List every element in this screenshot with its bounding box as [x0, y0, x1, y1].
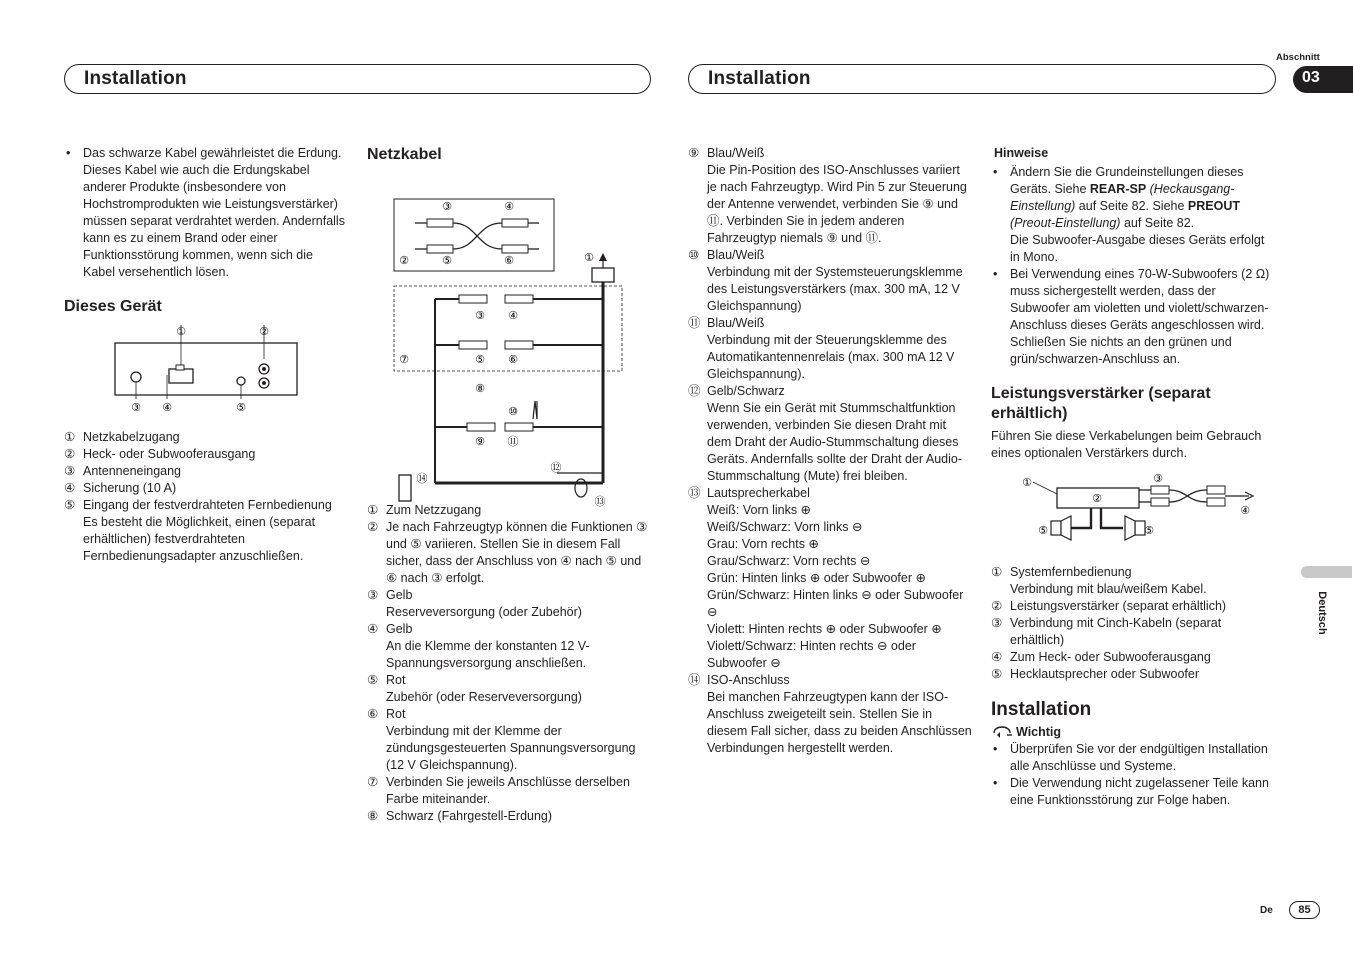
cord-label-12: ⑫	[550, 461, 562, 474]
cord-item: ⑩ Blau/Weiß Verbindung mit der Systemsteuerungsklemme des Leistungsverstärkers (max. 300 mA, 12 V Gleichspannung)	[688, 248, 963, 313]
important-icon	[991, 726, 1013, 740]
cord-label-6: ⑥	[504, 254, 514, 267]
cord-item: ⑤ Rot Zubehör (oder Reserveversorgung)	[367, 673, 582, 704]
right-page-title: Installation	[708, 68, 811, 89]
cord-item: ④ Gelb An die Klemme der konstanten 12 V-Spannungsversorgung anschließen.	[367, 622, 590, 670]
cord-label-1: ①	[584, 251, 594, 264]
important-item: • Überprüfen Sie vor der endgültigen Installation alle Anschlüsse und Systeme.	[991, 741, 1276, 775]
amp-label-2: ②	[1092, 492, 1102, 505]
cord-item: ② Je nach Fahrzeugtyp können die Funktionen ③ und ⑤ variieren. Stellen Sie in diesem Fall sicher, dass der Anschluss von ④ nach ⑤ und ⑥ nach ③ erfolgt.	[367, 520, 648, 585]
section-label: Abschnitt	[1276, 52, 1320, 63]
cord-label-5: ⑤	[442, 254, 452, 267]
amp-label-4: ④	[1240, 504, 1250, 517]
power-cord-diagram	[367, 173, 627, 508]
cord-label-9: ⑨	[475, 435, 485, 448]
cord-label-5b: ⑤	[475, 353, 485, 366]
column-4	[991, 145, 1276, 809]
cord-item: ⑭ ISO-Anschluss Bei manchen Fahrzeugtypen kann der ISO-Anschluss zweigeteilt sein. Stellen Sie in diesem Fall sicher, dass zu beiden Anschlüssen Verbindungen hergestellt werden.	[688, 673, 972, 755]
unit-label-5: ⑤	[236, 401, 246, 414]
cord-label-10: ⑩	[508, 405, 518, 418]
cord-label-14: ⑭	[416, 472, 428, 485]
column-1	[64, 145, 348, 565]
cord-item: ⑧ Schwarz (Fahrgestell-Erdung)	[367, 809, 553, 823]
unit-label-4: ④	[162, 401, 172, 414]
amp-intro: Führen Sie diese Verkabelungen beim Gebrauch eines optionalen Verstärkers durch.	[991, 429, 1262, 460]
cord-item: ⑦ Verbinden Sie jeweils Anschlüsse derselben Farbe miteinander.	[367, 775, 630, 806]
hint-item: • Ändern Sie die Grundeinstellungen dieses Geräts. Siehe REAR-SP (Heckausgang-Einstellung) auf Seite 82. Siehe PREOUT (Preout-Einstellung) auf Seite 82. Die Subwoofer-Ausgabe dieses Geräts erfolgt in Mono.	[991, 164, 1276, 266]
left-page-title: Installation	[84, 68, 187, 89]
amp-item: ① Systemfernbedienung Verbindung mit blau/weißem Kabel.	[991, 565, 1207, 596]
cord-label-8: ⑧	[475, 382, 485, 395]
unit-heading: Dieses Gerät	[64, 298, 162, 315]
hint-item: • Bei Verwendung eines 70-W-Subwoofers (2 Ω) muss sichergestellt werden, dass der Subwoofer am violetten und violett/schwarzen-Anschluss dieses Geräts angeschlossen wird. Schließen Sie nichts an den grünen und grün/schwarzen-Anschluss an.	[991, 266, 1276, 368]
section-number-badge: 03	[1293, 66, 1353, 93]
cord-label-4b: ④	[508, 309, 518, 322]
cord-item: ⑫ Gelb/Schwarz Wenn Sie ein Gerät mit Stummschaltfunktion verwenden, verbinden Sie diesen Draht mit dem Draht der Audio-Stummschaltung dieses Geräts. Andernfalls sollte der Draht der Audio-Stummschaltung (Mute) frei bleiben.	[688, 384, 962, 483]
amp-item: ③ Verbindung mit Cinch-Kabeln (separat erhältlich)	[991, 616, 1222, 647]
language-tab	[1301, 566, 1352, 578]
unit-label-1: ①	[176, 325, 186, 338]
power-cord-heading: Netzkabel	[367, 146, 442, 163]
hints-title: Hinweise	[994, 146, 1049, 160]
page-number: 85	[1289, 901, 1320, 919]
cord-label-7: ⑦	[399, 353, 409, 366]
amp-label-3: ③	[1153, 472, 1163, 485]
amp-item: ④ Zum Heck- oder Subwooferausgang	[991, 650, 1211, 664]
unit-label-3: ③	[131, 401, 141, 414]
unit-label-2: ②	[259, 325, 269, 338]
unit-item: ③ Antenneneingang	[64, 464, 182, 478]
important-item: • Die Verwendung nicht zugelassener Teile kann eine Funktionsstörung zur Folge haben.	[991, 775, 1276, 809]
amp-heading: Leistungsverstärker (separat erhältlich)	[991, 385, 1211, 422]
cord-item: ⑪ Blau/Weiß Verbindung mit der Steuerungsklemme des Automatikantennenrelais (max. 300 mA 12 V Gleichspannung).	[688, 316, 955, 381]
cord-label-3b: ③	[475, 309, 485, 322]
cord-item: ① Zum Netzzugang	[367, 503, 482, 517]
amp-item: ② Leistungsverstärker (separat erhältlich)	[991, 599, 1227, 613]
cord-label-4: ④	[504, 200, 514, 213]
column-3	[688, 145, 973, 757]
unit-item: ② Heck- oder Subwooferausgang	[64, 447, 256, 461]
cord-label-6b: ⑥	[508, 353, 518, 366]
amp-label-5b: ⑤	[1144, 524, 1154, 537]
column-2	[367, 145, 651, 823]
cord-label-3: ③	[442, 200, 452, 213]
ground-cable-note: • Das schwarze Kabel gewährleistet die Erdung. Dieses Kabel wie auch die Erdungskabel anderer Produkte (insbesondere von Hochstromprodukten wie Leistungsverstärker) müssen separat verdrahtet werden. Andernfalls kann es zu einem Brand oder einer Funktionsstörung kommen, wenn sich die Kabel versehentlich lösen.	[64, 145, 348, 281]
amp-diagram	[991, 472, 1261, 552]
cord-label-13: ⑬	[594, 495, 606, 508]
important-label-row	[991, 724, 1276, 741]
amp-label-1: ①	[1022, 476, 1032, 489]
amp-label-5a: ⑤	[1038, 524, 1048, 537]
unit-item: ① Netzkabelzugang	[64, 430, 180, 444]
installation-heading: Installation	[991, 699, 1092, 720]
unit-item: ④ Sicherung (10 A)	[64, 481, 177, 495]
cord-item: ⑨ Blau/Weiß Die Pin-Position des ISO-Anschlusses variiert je nach Fahrzeugtyp. Wird Pin 5 zur Steuerung der Antenne verwendet, verbinden Sie ⑨ und ⑪. Verbinden Sie in jedem anderen Fahrzeugtyp niemals ⑨ und ⑪.	[688, 146, 967, 245]
cord-item: ⑬ Lautsprecherkabel Weiß: Vorn links ⊕ Weiß/Schwarz: Vorn links ⊖ Grau: Vorn rechts ⊕ Grau/Schwarz: Vorn rechts ⊖ Grün: Hinten links ⊕ oder Subwoofer ⊕ Grün/Schwarz: Hinten links ⊖ oder Subwoofer ⊖ Violett: Hinten rechts ⊕ oder Subwoofer ⊕ Violett/Schwarz: Hinten rechts ⊖ oder Subwoofer ⊖	[688, 486, 964, 670]
language-label: Deutsch	[1316, 591, 1328, 635]
cord-item: ⑥ Rot Verbindung mit der Klemme der zündungsgesteuerten Spannungsversorgung (12 V Gleichspannung).	[367, 707, 636, 772]
cord-label-2: ②	[399, 254, 409, 267]
cord-item: ③ Gelb Reserveversorgung (oder Zubehör)	[367, 588, 582, 619]
amp-item: ⑤ Hecklautsprecher oder Subwoofer	[991, 667, 1199, 681]
important-label: Wichtig	[1016, 725, 1062, 739]
footer-language-code: De	[1260, 905, 1273, 916]
unit-item: ⑤ Eingang der festverdrahteten Fernbedienung Es besteht die Möglichkeit, einen (separat erhältlichen) festverdrahteten Fernbedienungsadapter anzuschließen.	[64, 498, 332, 563]
cord-label-11: ⑪	[507, 435, 519, 448]
unit-rear-diagram	[64, 325, 324, 415]
